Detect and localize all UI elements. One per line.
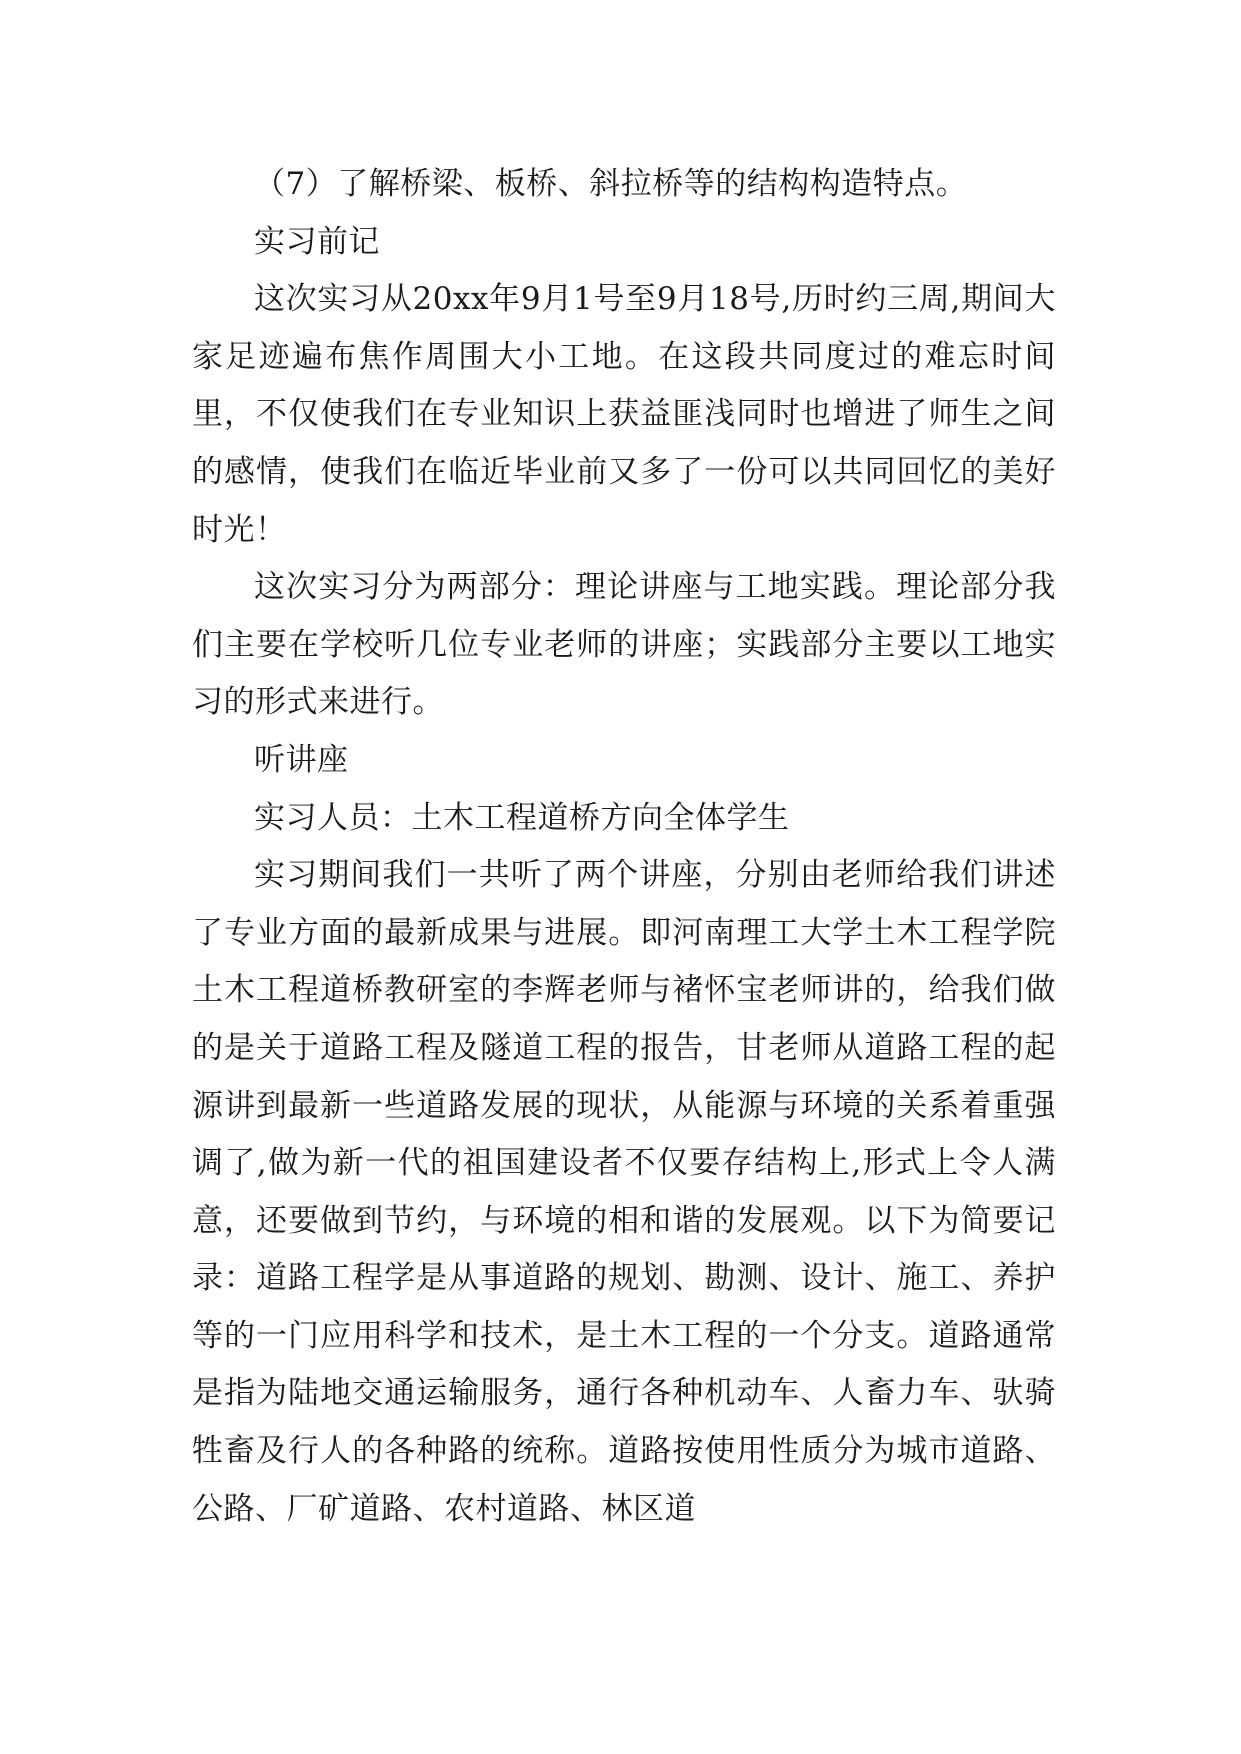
participants-line: 实习人员：土木工程道桥方向全体学生	[254, 799, 790, 836]
list-item-7: （7）了解桥梁、板桥、斜拉桥等的结构构造特点。	[254, 166, 968, 202]
document-body	[192, 156, 1056, 1538]
paragraph-lectures: 实习期间我们一共听了两个讲座，分别由老师给我们讲述了专业方面的最新成果与进展。即河南理工大学土木工程学院土木工程道桥教研室的李辉老师与褚怀宝老师讲的，给我们做的是关于道路工程及隧道工程的报告，甘老师从道路工程的起源讲到最新一些道路发展的现状，从能源与环境的关系着重强调了,做为新一代的祖国建设者不仅要存结构上,形式上令人满意，还要做到节约，与环境的相和谐的发展观。以下为简要记录：道路工程学是从事道路的规划、勘测、设计、施工、养护等的一门应用科学和技术，是土木工程的一个分支。道路通常是指为陆地交通运输服务，通行各种机动车、人畜力车、驮骑牲畜及行人的各种路的统称。道路按使用性质分为城市道路、公路、厂矿道路、农村道路、林区道	[192, 857, 1056, 1527]
paragraph-preface: 这次实习从20xx年9月1号至9月18号,历时约三周,期间大家足迹遍布焦作周围大小工地。在这段共同度过的难忘时间里，不仅使我们在专业知识上获益匪浅同时也增进了师生之间的感情，使我们在临近毕业前又多了一份可以共同回忆的美好时光！	[192, 281, 1056, 548]
section-heading-lectures: 听讲座	[254, 741, 349, 778]
paragraph-structure: 这次实习分为两部分：理论讲座与工地实践。理论部分我们主要在学校听几位专业老师的讲座；实践部分主要以工地实习的形式来进行。	[192, 569, 1056, 721]
section-heading-preface: 实习前记	[254, 223, 380, 260]
